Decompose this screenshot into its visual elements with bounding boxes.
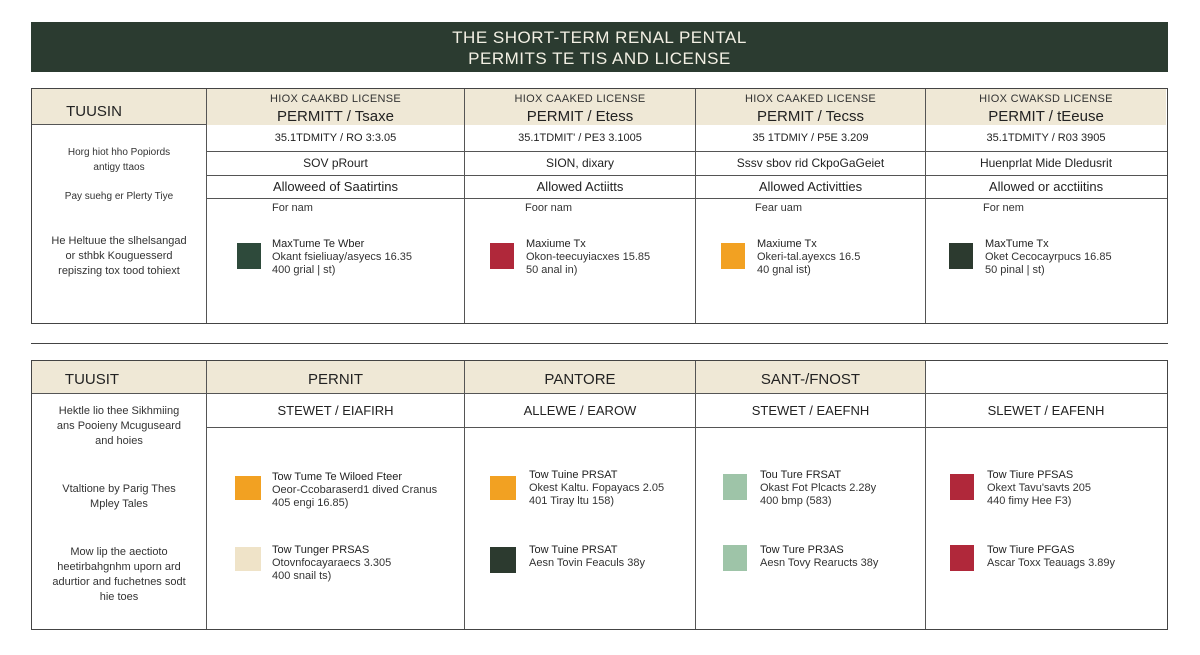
column-for-label: Fear uam	[755, 202, 803, 214]
color-swatch	[723, 545, 747, 571]
column-sub: SOV pRourt	[303, 156, 368, 170]
feature-block: MaxTume Tx Oket Cecocayrpucs 16.85 50 pinal | st)	[985, 238, 1112, 276]
table2-heading-1: PERNIT	[307, 371, 363, 388]
column-allowed: Allowed or acctiitins	[988, 179, 1104, 194]
column-allowed: Allowed Activitties	[758, 179, 863, 194]
feature-block: Maxiume Tx Okon-teecuyiacxes 15.85 50 anal in)	[526, 238, 651, 276]
table2-sub-4: SLEWET / EAFENH	[987, 403, 1105, 418]
color-swatch	[490, 476, 516, 500]
column-allowed: Allowed Actiitts	[536, 179, 624, 194]
color-swatch	[721, 243, 745, 269]
table1-row-label-1: Horg hiot hho Popiords antigy ttaos	[67, 147, 171, 173]
column-sub: Huenprlat Mide Dledusrit	[979, 156, 1113, 170]
color-swatch	[235, 547, 261, 571]
table2-cell-1-2: Tow Tunger PRSAS Otovnfocayaraecs 3.305 400 snail ts)	[272, 544, 392, 582]
column-code: 35.1TDMIT' / PE3 3.1005	[518, 132, 642, 144]
table2-cell-4-2: Tow Tiure PFGAS Ascar Toxx Teauags 3.89y	[987, 544, 1116, 569]
color-swatch	[490, 547, 516, 573]
table1-row-label-3: He Heltuue the slhelsangad or sthbk Kouguesserd repiszing tox tood tohiext	[51, 235, 187, 277]
table2-cell-3-1: Tou Ture FRSAT Okast Fot Plcacts 2.28y 400 bmp (583)	[760, 469, 877, 507]
section-divider	[31, 343, 1168, 344]
table2-cell-3-2: Tow Ture PR3AS Aesn Tovy Rearucts 38y	[760, 544, 879, 569]
table2-cell-4-1: Tow Tiure PFSAS Okext Tavu'savts 205 440 fimy Hee F3)	[987, 469, 1092, 507]
permit-table-2	[31, 360, 1168, 630]
table2-row-label-1: Hektle lio thee Sikhmiing ans Pooieny Mcuguseard and hoies	[56, 405, 182, 447]
color-swatch	[490, 243, 514, 269]
column-kicker: HIOX CAAKED LICENSE	[514, 93, 646, 105]
column-code: 35 1TDMIY / P5E 3.209	[752, 132, 869, 144]
table2-cell-2-1: Tow Tuine PRSAT Okest Kaltu. Fopayacs 2.05 401 Tiray ltu 158)	[529, 469, 665, 507]
color-swatch	[723, 474, 747, 500]
title-line-2: PERMITS TE TIS AND LICENSE	[468, 49, 731, 68]
table2-row-label-3: Mow lip the aectioto heetirbahgnhm uporn ard adurtior and fuchetnes sodt hie toes	[52, 546, 186, 603]
table2-sub-2: ALLEWE / EAROW	[523, 403, 637, 418]
column-allowed: Alloweed of Saatirtins	[272, 179, 398, 194]
table2-heading-2: PANTORE	[544, 371, 616, 388]
table2-sub-1: STEWET / EIAFIRH	[277, 403, 394, 418]
table2-row-label-2: Vtaltione by Parig Thes Mpley Tales	[62, 483, 176, 510]
table2-sub-3: STEWET / EAEFNH	[751, 403, 870, 418]
column-sub: Sssv sbov rid CkpoGaGeiet	[736, 156, 885, 170]
column-heading: PERMITT / Tsaxe	[277, 108, 394, 125]
color-swatch	[949, 243, 973, 269]
column-for-label: For nem	[983, 202, 1024, 214]
feature-block: Maxiume Tx Okeri-tal.ayexcs 16.5 40 gnal ist)	[757, 238, 861, 276]
permit-table-1	[31, 88, 1168, 324]
column-kicker: HIOX CAAKBD LICENSE	[269, 93, 401, 105]
column-heading: PERMIT / Tecss	[757, 108, 864, 125]
title-banner	[31, 22, 1168, 72]
column-kicker: HIOX CWAKSD LICENSE	[979, 93, 1113, 105]
color-swatch	[950, 474, 974, 500]
table2-heading-3: SANT-/FNOST	[760, 371, 861, 388]
column-code: 35.1TDMITY / RO 3:3.05	[274, 132, 397, 144]
table2-corner-label: TUUSIT	[64, 371, 120, 388]
column-sub: SION, dixary	[545, 156, 614, 170]
column-heading: PERMIT / tEeuse	[988, 108, 1104, 125]
title-line-1: THE SHORT-TERM RENAL PENTAL	[452, 28, 747, 47]
color-swatch	[235, 476, 261, 500]
column-code: 35.1TDMITY / R03 3905	[986, 132, 1106, 144]
column-for-label: For nam	[272, 202, 313, 214]
table2-cell-2-2: Tow Tuine PRSAT Aesn Tovin Feaculs 38y	[529, 544, 645, 569]
table2-cell-1-1: Tow Tume Te Wiloed Fteer Oeor-Ccobaraserd1 dived Cranus 405 engi 16.85)	[272, 471, 438, 509]
table1-corner-label: TUUSIN	[66, 103, 122, 120]
feature-block: MaxTume Te Wber Okant fsieliuay/asyecs 16.35 400 grial | st)	[272, 238, 413, 276]
column-kicker: HIOX CAAKED LICENSE	[744, 93, 876, 105]
table1-row-label-2: Pay suehg er Plerty Tiye	[64, 191, 174, 202]
color-swatch	[237, 243, 261, 269]
column-for-label: Foor nam	[525, 202, 573, 214]
column-heading: PERMIT / Etess	[526, 108, 634, 125]
color-swatch	[950, 545, 974, 571]
